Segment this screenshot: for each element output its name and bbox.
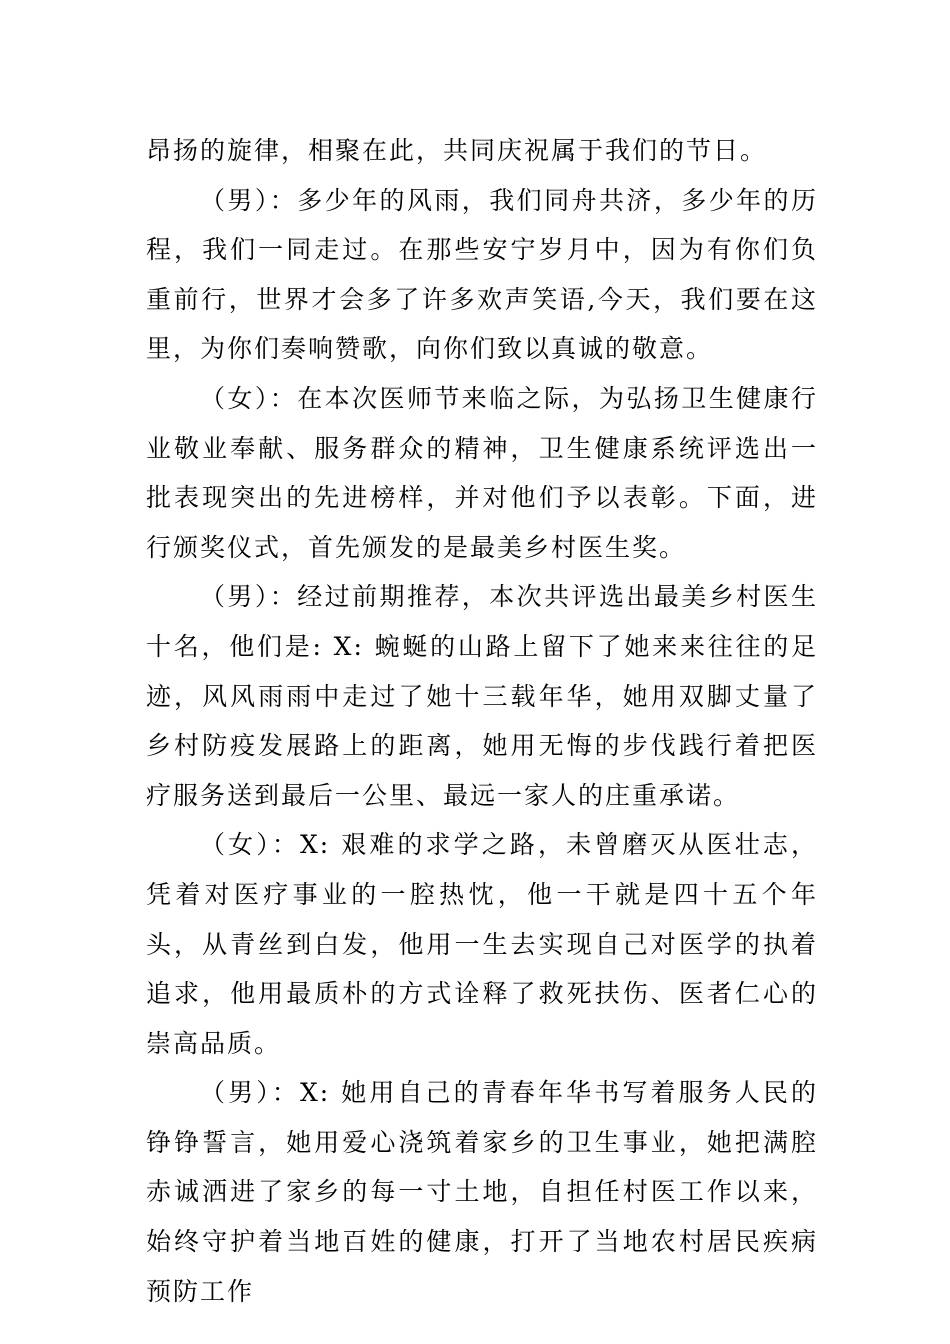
paragraph-continuation: 昂扬的旋律，相聚在此，共同庆祝属于我们的节日。: [146, 136, 768, 165]
paragraph-male-host-2: （男）：经过前期推荐，本次共评选出最美乡村医生十名，他们是: X: 蜿蜒的山路上留下了她来来往往的足迹，风风雨雨中走过了她十三载年华，她用双脚丈量了乡村防疫发展路上的距离，她用无悔的步伐践行着把医疗服务送到最后一公里、最远一家人的庄重承诺。: [146, 582, 818, 810]
paragraph-female-host-1: （女）：在本次医师节来临之际，为弘扬卫生健康行业敬业奉献、服务群众的精神，卫生健康系统评选出一批表现突出的先进榜样，并对他们予以表彰。下面，进行颁奖仪式，首先颁发的是最美乡村医生奖。: [146, 383, 818, 562]
paragraph-male-host-3: （男）：X: 她用自己的青春年华书写着服务人民的铮铮誓言，她用爱心浇筑着家乡的卫生事业，她把满腔赤诚洒进了家乡的每一寸土地，自担任村医工作以来，始终守护着当地百姓的健康，打开了当地农村居民疾病预防工作: [146, 1078, 818, 1306]
paragraph-male-host-1: （男）：多少年的风雨，我们同舟共济，多少年的历程，我们一同走过。在那些安宁岁月中，因为有你们负重前行，世界才会多了许多欢声笑语,今天，我们要在这里，为你们奏响赞歌，向你们致以真诚的敬意。: [146, 185, 818, 364]
paragraph-female-host-2: （女）：X: 艰难的求学之路，未曾磨灭从医壮志，凭着对医疗事业的一腔热忱，他一干就是四十五个年头，从青丝到白发，他用一生去实现自己对医学的执着追求，他用最质朴的方式诠释了救死扶伤、医者仁心的崇高品质。: [146, 830, 818, 1058]
document-body: [146, 126, 818, 1316]
